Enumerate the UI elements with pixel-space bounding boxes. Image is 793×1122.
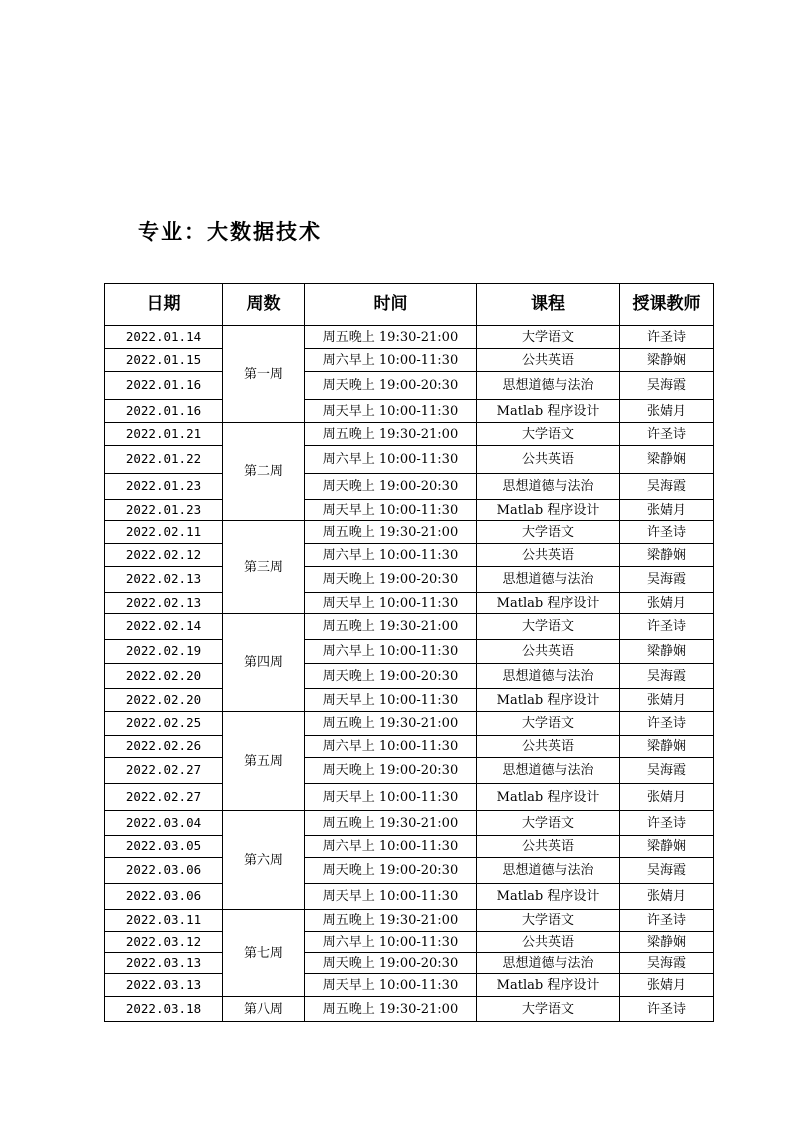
course-cell: 公共英语 bbox=[477, 446, 620, 474]
table-row bbox=[105, 689, 714, 712]
teacher-cell: 梁静娴 bbox=[620, 544, 714, 567]
date-cell: 2022.02.19 bbox=[105, 640, 223, 664]
teacher-cell: 梁静娴 bbox=[620, 836, 714, 858]
table-row bbox=[105, 910, 714, 932]
date-cell: 2022.01.14 bbox=[105, 326, 223, 349]
date-cell: 2022.02.14 bbox=[105, 614, 223, 640]
table-row bbox=[105, 521, 714, 544]
course-cell: Matlab 程序设计 bbox=[477, 974, 620, 997]
time-cell: 周天早上 10:00-11:30 bbox=[305, 974, 477, 997]
teacher-cell: 许圣诗 bbox=[620, 423, 714, 446]
teacher-cell: 许圣诗 bbox=[620, 910, 714, 932]
date-cell: 2022.02.11 bbox=[105, 521, 223, 544]
teacher-cell: 许圣诗 bbox=[620, 712, 714, 736]
time-cell: 周天晚上 19:00-20:30 bbox=[305, 567, 477, 593]
teacher-cell: 张婧月 bbox=[620, 500, 714, 521]
table-row bbox=[105, 974, 714, 997]
course-cell: 公共英语 bbox=[477, 932, 620, 953]
table-row bbox=[105, 326, 714, 349]
course-cell: 思想道德与法治 bbox=[477, 664, 620, 689]
week-cell: 第四周 bbox=[223, 614, 305, 712]
date-cell: 2022.01.23 bbox=[105, 500, 223, 521]
table-row bbox=[105, 544, 714, 567]
teacher-cell: 张婧月 bbox=[620, 884, 714, 910]
table-row bbox=[105, 884, 714, 910]
time-cell: 周六早上 10:00-11:30 bbox=[305, 736, 477, 758]
header-row bbox=[105, 284, 714, 326]
table-row bbox=[105, 567, 714, 593]
course-cell: Matlab 程序设计 bbox=[477, 784, 620, 811]
teacher-cell: 张婧月 bbox=[620, 689, 714, 712]
date-cell: 2022.02.13 bbox=[105, 567, 223, 593]
table-row bbox=[105, 997, 714, 1022]
date-cell: 2022.01.15 bbox=[105, 349, 223, 372]
time-cell: 周五晚上 19:30-21:00 bbox=[305, 423, 477, 446]
table-row bbox=[105, 446, 714, 474]
time-cell: 周五晚上 19:30-21:00 bbox=[305, 614, 477, 640]
course-cell: 公共英语 bbox=[477, 640, 620, 664]
date-cell: 2022.03.06 bbox=[105, 884, 223, 910]
teacher-cell: 张婧月 bbox=[620, 400, 714, 423]
table-row bbox=[105, 349, 714, 372]
teacher-cell: 吴海霞 bbox=[620, 858, 714, 884]
table-row bbox=[105, 811, 714, 836]
course-cell: 大学语文 bbox=[477, 811, 620, 836]
table-row bbox=[105, 712, 714, 736]
date-cell: 2022.02.20 bbox=[105, 664, 223, 689]
teacher-cell: 许圣诗 bbox=[620, 521, 714, 544]
teacher-cell: 吴海霞 bbox=[620, 567, 714, 593]
teacher-cell: 吴海霞 bbox=[620, 474, 714, 500]
teacher-cell: 张婧月 bbox=[620, 974, 714, 997]
teacher-cell: 吴海霞 bbox=[620, 372, 714, 400]
time-cell: 周天早上 10:00-11:30 bbox=[305, 784, 477, 811]
date-cell: 2022.03.11 bbox=[105, 910, 223, 932]
date-cell: 2022.03.18 bbox=[105, 997, 223, 1022]
date-cell: 2022.03.13 bbox=[105, 974, 223, 997]
teacher-cell: 张婧月 bbox=[620, 784, 714, 811]
table-row bbox=[105, 500, 714, 521]
time-cell: 周天晚上 19:00-20:30 bbox=[305, 664, 477, 689]
course-cell: 大学语文 bbox=[477, 423, 620, 446]
table-row bbox=[105, 758, 714, 784]
header-course: 课程 bbox=[477, 284, 620, 326]
teacher-cell: 梁静娴 bbox=[620, 640, 714, 664]
page-title: 专业：大数据技术 bbox=[138, 220, 322, 244]
course-cell: Matlab 程序设计 bbox=[477, 593, 620, 614]
time-cell: 周五晚上 19:30-21:00 bbox=[305, 521, 477, 544]
date-cell: 2022.03.05 bbox=[105, 836, 223, 858]
course-cell: 思想道德与法治 bbox=[477, 474, 620, 500]
course-cell: 大学语文 bbox=[477, 614, 620, 640]
course-cell: 公共英语 bbox=[477, 736, 620, 758]
time-cell: 周六早上 10:00-11:30 bbox=[305, 544, 477, 567]
date-cell: 2022.02.13 bbox=[105, 593, 223, 614]
table-row bbox=[105, 858, 714, 884]
time-cell: 周五晚上 19:30-21:00 bbox=[305, 811, 477, 836]
time-cell: 周天晚上 19:00-20:30 bbox=[305, 474, 477, 500]
table-row bbox=[105, 614, 714, 640]
schedule-body bbox=[105, 326, 714, 1022]
time-cell: 周五晚上 19:30-21:00 bbox=[305, 910, 477, 932]
time-cell: 周天早上 10:00-11:30 bbox=[305, 500, 477, 521]
teacher-cell: 张婧月 bbox=[620, 593, 714, 614]
teacher-cell: 许圣诗 bbox=[620, 811, 714, 836]
date-cell: 2022.02.26 bbox=[105, 736, 223, 758]
time-cell: 周六早上 10:00-11:30 bbox=[305, 932, 477, 953]
teacher-cell: 吴海霞 bbox=[620, 953, 714, 974]
course-cell: 大学语文 bbox=[477, 326, 620, 349]
teacher-cell: 吴海霞 bbox=[620, 664, 714, 689]
table-row bbox=[105, 372, 714, 400]
time-cell: 周天晚上 19:00-20:30 bbox=[305, 758, 477, 784]
time-cell: 周天早上 10:00-11:30 bbox=[305, 689, 477, 712]
date-cell: 2022.03.12 bbox=[105, 932, 223, 953]
course-cell: 公共英语 bbox=[477, 349, 620, 372]
header-week: 周数 bbox=[223, 284, 305, 326]
table-row bbox=[105, 953, 714, 974]
teacher-cell: 许圣诗 bbox=[620, 614, 714, 640]
table-row bbox=[105, 640, 714, 664]
time-cell: 周六早上 10:00-11:30 bbox=[305, 836, 477, 858]
table-row bbox=[105, 736, 714, 758]
date-cell: 2022.01.21 bbox=[105, 423, 223, 446]
course-cell: 思想道德与法治 bbox=[477, 858, 620, 884]
time-cell: 周五晚上 19:30-21:00 bbox=[305, 712, 477, 736]
time-cell: 周六早上 10:00-11:30 bbox=[305, 640, 477, 664]
course-cell: Matlab 程序设计 bbox=[477, 500, 620, 521]
course-cell: Matlab 程序设计 bbox=[477, 400, 620, 423]
teacher-cell: 梁静娴 bbox=[620, 446, 714, 474]
date-cell: 2022.02.12 bbox=[105, 544, 223, 567]
course-cell: 思想道德与法治 bbox=[477, 758, 620, 784]
table-row bbox=[105, 932, 714, 953]
time-cell: 周五晚上 19:30-21:00 bbox=[305, 326, 477, 349]
time-cell: 周天晚上 19:00-20:30 bbox=[305, 858, 477, 884]
header-time: 时间 bbox=[305, 284, 477, 326]
course-cell: 公共英语 bbox=[477, 544, 620, 567]
table-row bbox=[105, 664, 714, 689]
week-cell: 第三周 bbox=[223, 521, 305, 614]
week-cell: 第五周 bbox=[223, 712, 305, 811]
date-cell: 2022.02.25 bbox=[105, 712, 223, 736]
time-cell: 周六早上 10:00-11:30 bbox=[305, 349, 477, 372]
date-cell: 2022.03.13 bbox=[105, 953, 223, 974]
week-cell: 第一周 bbox=[223, 326, 305, 423]
table-row bbox=[105, 400, 714, 423]
time-cell: 周天晚上 19:00-20:30 bbox=[305, 372, 477, 400]
teacher-cell: 梁静娴 bbox=[620, 736, 714, 758]
teacher-cell: 梁静娴 bbox=[620, 349, 714, 372]
table-row bbox=[105, 593, 714, 614]
date-cell: 2022.01.23 bbox=[105, 474, 223, 500]
teacher-cell: 吴海霞 bbox=[620, 758, 714, 784]
course-cell: 思想道德与法治 bbox=[477, 953, 620, 974]
time-cell: 周天早上 10:00-11:30 bbox=[305, 400, 477, 423]
teacher-cell: 许圣诗 bbox=[620, 997, 714, 1022]
date-cell: 2022.02.20 bbox=[105, 689, 223, 712]
date-cell: 2022.01.16 bbox=[105, 372, 223, 400]
schedule-table bbox=[104, 283, 714, 1022]
time-cell: 周天早上 10:00-11:30 bbox=[305, 593, 477, 614]
date-cell: 2022.01.16 bbox=[105, 400, 223, 423]
table-row bbox=[105, 474, 714, 500]
course-cell: 大学语文 bbox=[477, 910, 620, 932]
teacher-cell: 梁静娴 bbox=[620, 932, 714, 953]
date-cell: 2022.03.04 bbox=[105, 811, 223, 836]
date-cell: 2022.02.27 bbox=[105, 784, 223, 811]
course-cell: 思想道德与法治 bbox=[477, 567, 620, 593]
time-cell: 周六早上 10:00-11:30 bbox=[305, 446, 477, 474]
teacher-cell: 许圣诗 bbox=[620, 326, 714, 349]
course-cell: 大学语文 bbox=[477, 521, 620, 544]
table-row bbox=[105, 836, 714, 858]
week-cell: 第八周 bbox=[223, 997, 305, 1022]
course-cell: 思想道德与法治 bbox=[477, 372, 620, 400]
course-cell: 公共英语 bbox=[477, 836, 620, 858]
week-cell: 第二周 bbox=[223, 423, 305, 521]
header-teacher: 授课教师 bbox=[620, 284, 714, 326]
time-cell: 周天早上 10:00-11:30 bbox=[305, 884, 477, 910]
table-row bbox=[105, 423, 714, 446]
date-cell: 2022.02.27 bbox=[105, 758, 223, 784]
course-cell: Matlab 程序设计 bbox=[477, 884, 620, 910]
time-cell: 周天晚上 19:00-20:30 bbox=[305, 953, 477, 974]
table-row bbox=[105, 784, 714, 811]
date-cell: 2022.03.06 bbox=[105, 858, 223, 884]
week-cell: 第七周 bbox=[223, 910, 305, 997]
week-cell: 第六周 bbox=[223, 811, 305, 910]
course-cell: 大学语文 bbox=[477, 997, 620, 1022]
header-date: 日期 bbox=[105, 284, 223, 326]
course-cell: Matlab 程序设计 bbox=[477, 689, 620, 712]
time-cell: 周五晚上 19:30-21:00 bbox=[305, 997, 477, 1022]
course-cell: 大学语文 bbox=[477, 712, 620, 736]
date-cell: 2022.01.22 bbox=[105, 446, 223, 474]
